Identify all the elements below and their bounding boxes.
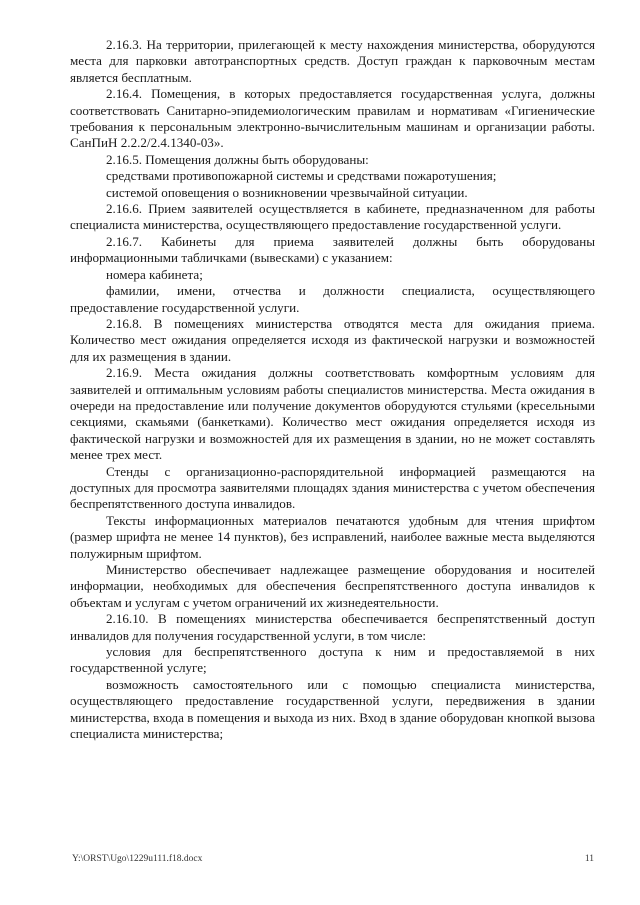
paragraph-2-16-9: 2.16.9. Места ожидания должны соответствовать комфортным условиям для заявителей и оптимальным условиям работы специалистов министерства. Места ожидания в очереди на предоставление или получение документов оборудуются стульями (кресельными секциями, скамьями (банкетками). Количество мест ожидания определяется исходя из фактической нагрузки и возможностей для их размещения в здании, но не может составлять менее трех мест.: [70, 365, 595, 463]
list-item-movement: возможность самостоятельного или с помощью специалиста министерства, осуществляющего предоставление государственной услуги, передвижения в здании министерства, входа в помещения и выхода из них. Вход в здание оборудован кнопкой вызова специалиста министерства;: [70, 676, 595, 742]
document-body: [70, 37, 595, 742]
paragraph-2-16-10: 2.16.10. В помещениях министерства обеспечивается беспрепятственный доступ инвалидов для получения государственной услуги, в том числе:: [70, 611, 595, 643]
paragraph-2-16-8: 2.16.8. В помещениях министерства отводятся места для ожидания приема. Количество мест ожидания определяется исходя из фактической нагрузки и возможностей для их размещения в здании.: [70, 315, 595, 364]
paragraph-texts: Тексты информационных материалов печатаются удобным для чтения шрифтом (размер шрифта не менее 14 пунктов), без исправлений, наиболее важные места выделяются полужирным шрифтом.: [70, 512, 595, 561]
paragraph-stands: Стенды с организационно-распорядительной информацией размещаются на доступных для просмотра заявителями площадях здания министерства с учетом обеспечения беспрепятственного доступа инвалидов.: [70, 463, 595, 512]
paragraph-2-16-6: 2.16.6. Прием заявителей осуществляется в кабинете, предназначенном для работы специалиста министерства, осуществляющего предоставление государственной услуги.: [70, 201, 595, 233]
paragraph-ministry-equipment: Министерство обеспечивает надлежащее размещение оборудования и носителей информации, необходимых для обеспечения беспрепятственного доступа инвалидов к объектам и услугам с учетом ограничений их жизнедеятельности.: [70, 562, 595, 610]
page-number: 11: [584, 854, 594, 864]
paragraph-2-16-5: 2.16.5. Помещения должны быть оборудованы:: [106, 151, 369, 167]
paragraph-2-16-7: 2.16.7. Кабинеты для приема заявителей должны быть оборудованы информационными табличками (вывесками) с указанием:: [70, 233, 595, 266]
list-item-fire-safety: средствами противопожарной системы и средствами пожаротушения;: [106, 168, 497, 184]
list-item-room-number: номера кабинета;: [106, 266, 203, 282]
paragraph-2-16-4: 2.16.4. Помещения, в которых предоставляется государственная услуга, должны соответствовать Санитарно-эпидемиологическим правилам и нормативам «Гигиенические требования к персональным электронно-вычислительным машинам и организации работы. СанПиН 2.2.2/2.4.1340-03».: [70, 86, 595, 151]
paragraph-2-16-3: 2.16.3. На территории, прилегающей к месту нахождения министерства, оборудуются места для парковки автотранспортных средств. Доступ граждан к парковочным местам является бесплатным.: [70, 37, 595, 85]
footer-file-path: Y:\ORST\Ugo\1229u111.f18.docx: [72, 854, 203, 864]
page-footer: [72, 853, 594, 867]
list-item-alert-system: системой оповещения о возникновении чрезвычайной ситуации.: [106, 184, 468, 200]
list-item-specialist-name: фамилии, имени, отчества и должности специалиста, осуществляющего предоставление государственной услуги.: [70, 283, 595, 315]
list-item-access-conditions: условия для беспрепятственного доступа к ним и предоставляемой в них государственной услуге;: [70, 644, 595, 676]
